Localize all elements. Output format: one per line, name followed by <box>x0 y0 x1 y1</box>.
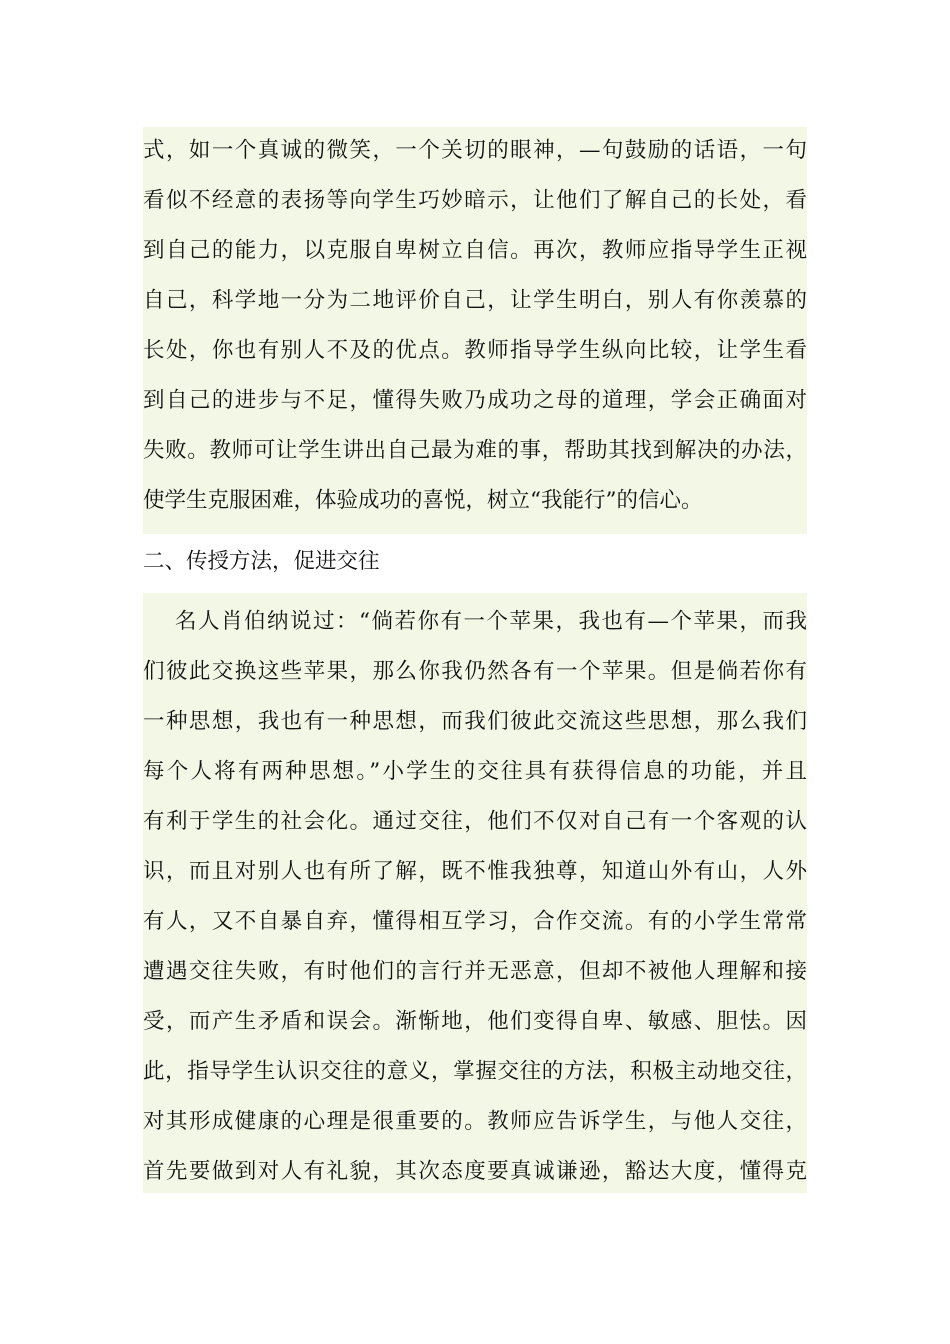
paragraph-quote <box>143 593 807 1193</box>
paragraph-line: 受，而产生矛盾和误会。渐惭地，他们变得自卑、敏感、胆怯。因 <box>143 1009 807 1034</box>
paragraph-line: 此，指导学生认识交往的意义，掌握交往的方法，积极主动地交往， <box>143 1059 807 1084</box>
paragraph-line: 遭遇交往失败，有时他们的言行并无恶意，但却不被他人理解和接 <box>143 959 807 984</box>
paragraph-line: 有利于学生的社会化。通过交往，他们不仅对自己有一个客观的认 <box>143 809 807 834</box>
paragraph-line: 每个人将有两种思想。”小学生的交往具有获得信息的功能，并且 <box>143 759 807 784</box>
paragraph-line: 到自己的能力，以克服自卑树立自信。再次，教师应指导学生正视 <box>143 238 807 263</box>
paragraph-line: 使学生克服困难，体验成功的喜悦，树立“我能行”的信心。 <box>143 488 703 513</box>
paragraph-line: 长处，你也有别人不及的优点。教师指导学生纵向比较，让学生看 <box>143 338 807 363</box>
paragraph-line: 看似不经意的表扬等向学生巧妙暗示，让他们了解自己的长处，看 <box>143 188 807 213</box>
paragraph-line: 一种思想，我也有一种思想，而我们彼此交流这些思想，那么我们 <box>143 709 807 734</box>
paragraph-line: 失败。教师可让学生讲出自己最为难的事，帮助其找到解决的办法， <box>143 438 807 463</box>
paragraph-line: 识，而且对别人也有所了解，既不惟我独尊，知道山外有山，人外 <box>143 859 807 884</box>
paragraph-line: 式，如一个真诚的微笑，一个关切的眼神，—句鼓励的话语，一句 <box>143 138 807 163</box>
paragraph-line: 对其形成健康的心理是很重要的。教师应告诉学生，与他人交往， <box>143 1109 807 1134</box>
paragraph-line: 到自己的进步与不足，懂得失败乃成功之母的道理，学会正确面对 <box>143 388 807 413</box>
paragraph-line: 名人肖伯纳说过：“倘若你有一个苹果，我也有—个苹果，而我 <box>175 609 807 634</box>
paragraph-continued <box>143 127 807 534</box>
paragraph-line: 首先要做到对人有礼貌，其次态度要真诚谦逊，豁达大度，懂得克 <box>143 1159 807 1184</box>
paragraph-line: 自己，科学地一分为二地评价自己，让学生明白，别人有你羡慕的 <box>143 288 807 313</box>
paragraph-line: 有人，又不自暴自弃，懂得相互学习，合作交流。有的小学生常常 <box>143 909 807 934</box>
section-heading: 二、传授方法，促进交往 <box>143 549 380 574</box>
paragraph-line: 们彼此交换这些苹果，那么你我仍然各有一个苹果。但是倘若你有 <box>143 659 807 684</box>
section-heading-block <box>143 535 807 592</box>
